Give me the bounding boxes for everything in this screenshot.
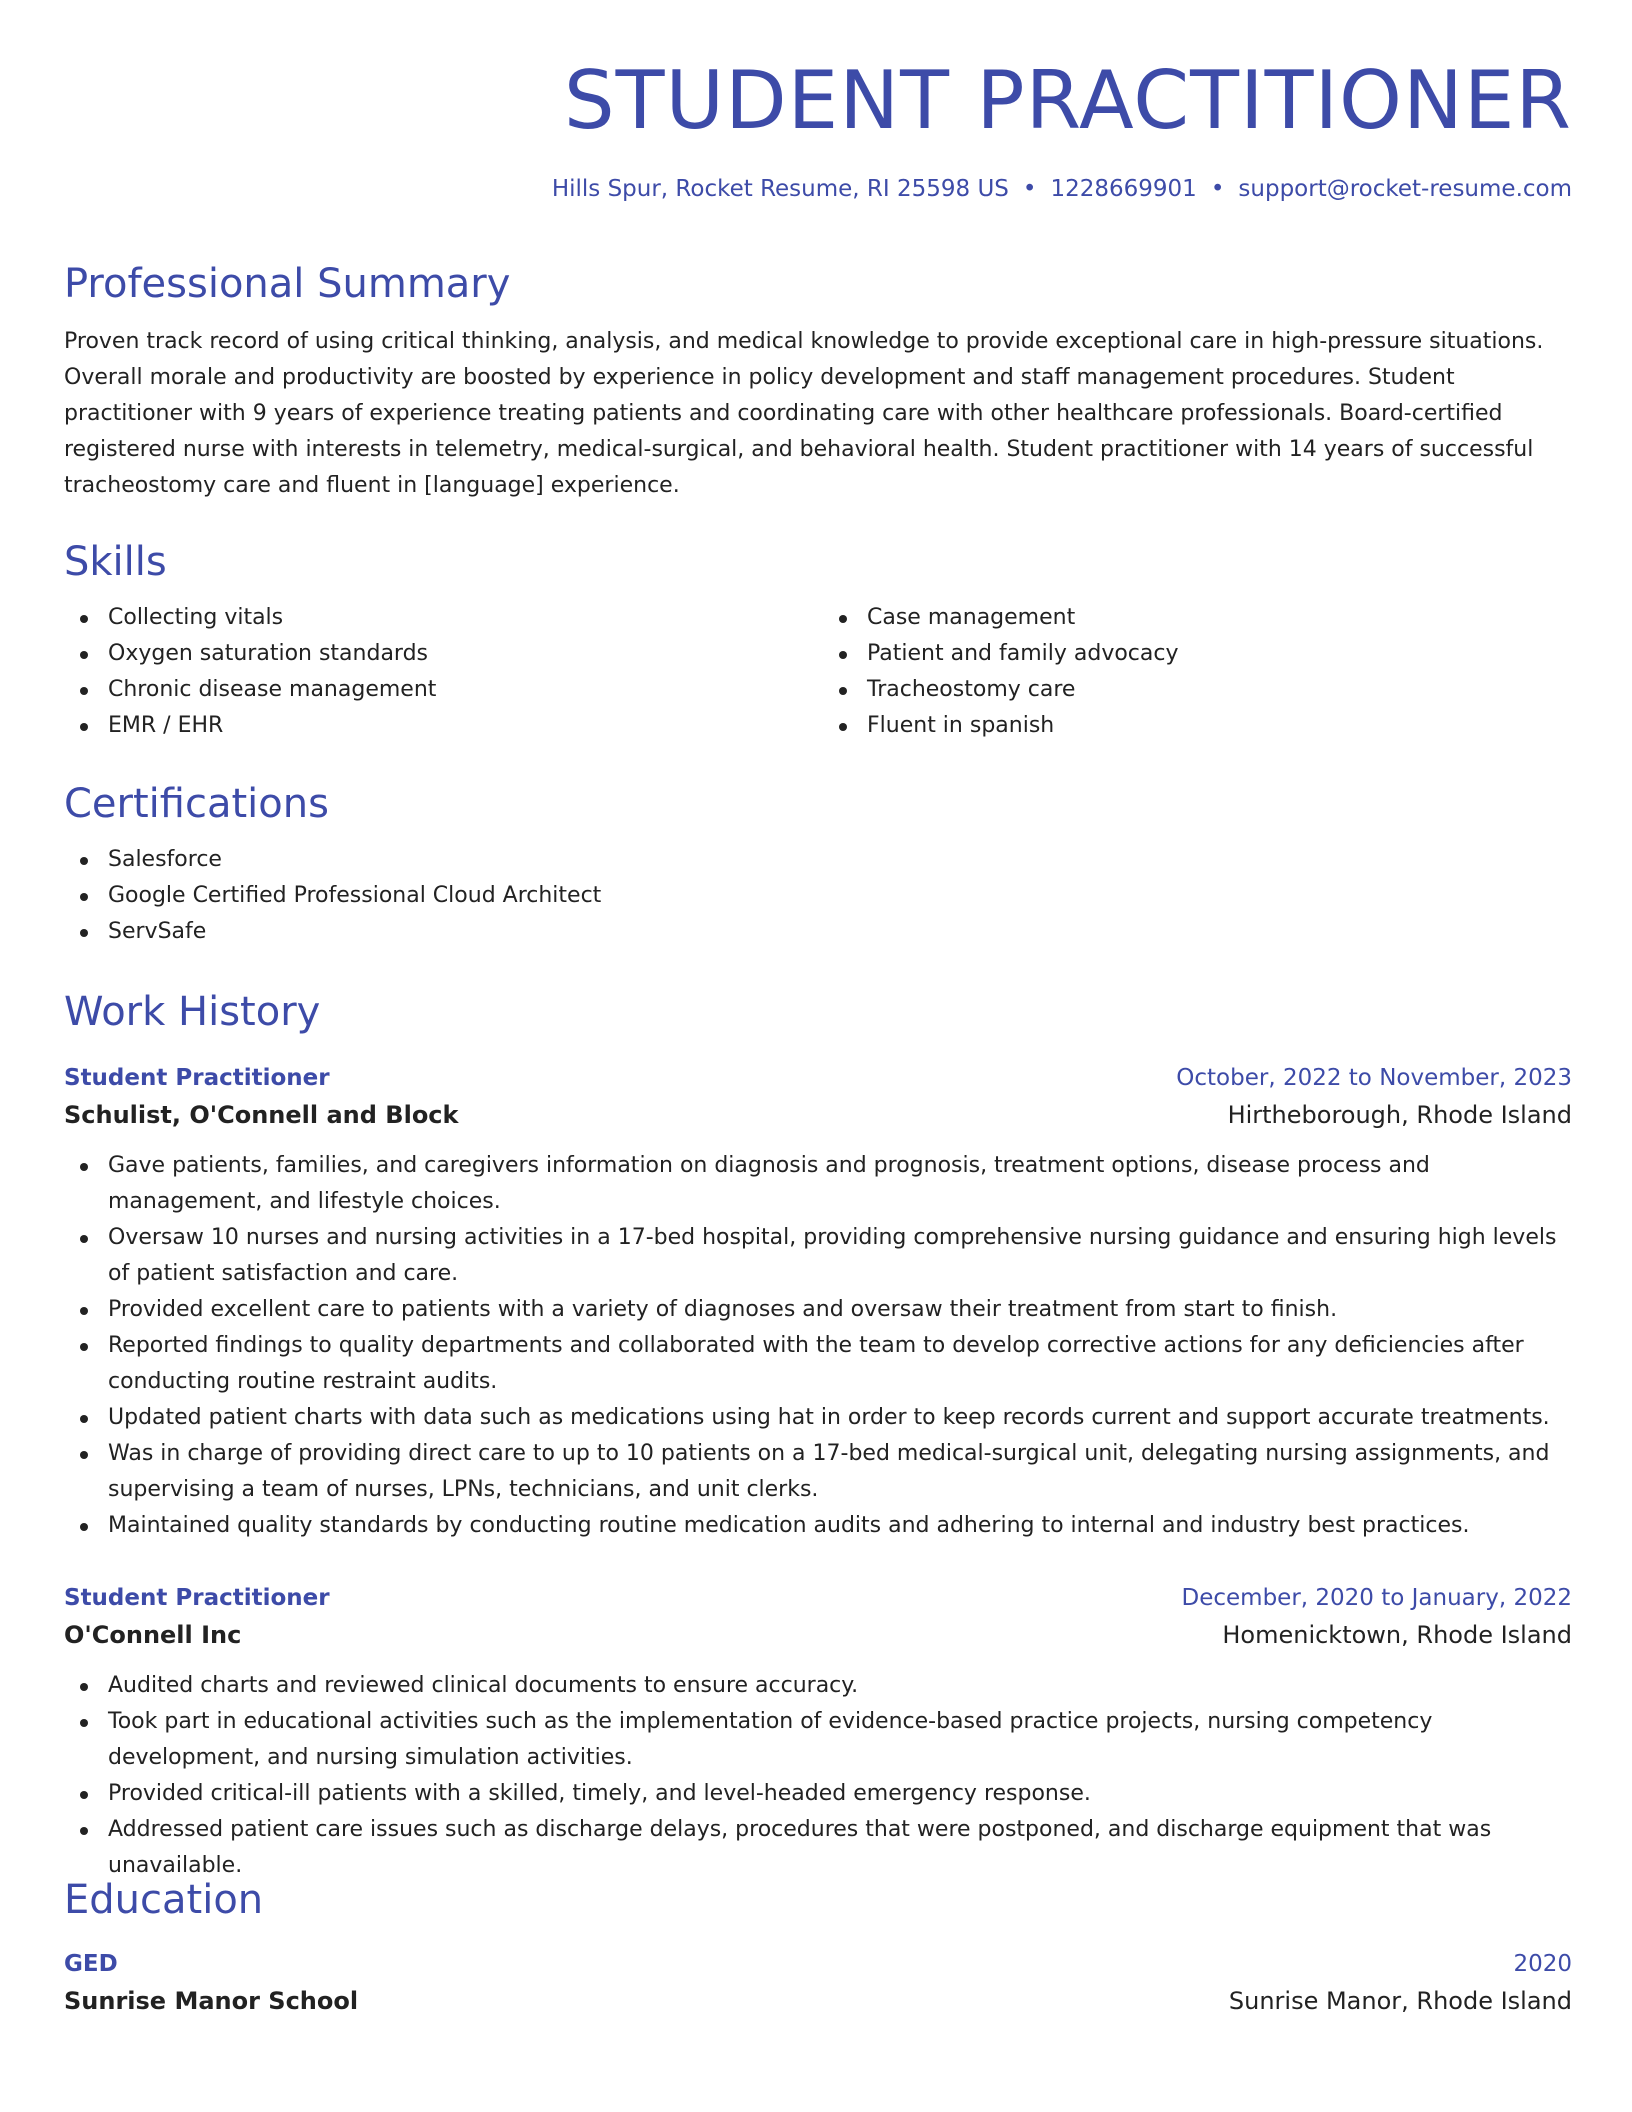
skill-item: Tracheostomy care bbox=[823, 672, 1572, 708]
certification-item: Salesforce bbox=[64, 842, 1572, 878]
separator-dot: • bbox=[1210, 176, 1225, 202]
job-entry bbox=[64, 1060, 1572, 1544]
job-bullet: Reported findings to quality departments and collaborated with the team to develop corrective actions for any deficiencies after conducting routine restraint audits. bbox=[64, 1328, 1572, 1400]
job-bullet: Updated patient charts with data such as medications using hat in order to keep records current and support accurate treatments. bbox=[64, 1400, 1572, 1436]
skill-item: Collecting vitals bbox=[64, 600, 813, 636]
separator-dot: • bbox=[1022, 176, 1037, 202]
skill-item: Oxygen saturation standards bbox=[64, 636, 813, 672]
certifications-section bbox=[64, 778, 1572, 950]
education-degree: GED bbox=[64, 1951, 118, 1977]
job-bullets bbox=[64, 1668, 1572, 1884]
contact-email[interactable]: support@rocket-resume.com bbox=[1238, 176, 1572, 202]
job-bullet: Gave patients, families, and caregivers information on diagnosis and prognosis, treatment options, disease process and management, and lifestyle choices. bbox=[64, 1148, 1572, 1220]
job-bullets bbox=[64, 1148, 1572, 1544]
job-bullet: Maintained quality standards by conducting routine medication audits and adhering to internal and industry best practices. bbox=[64, 1508, 1572, 1544]
certifications-list bbox=[64, 842, 1572, 950]
job-bullet: Provided critical-ill patients with a skilled, timely, and level-headed emergency response. bbox=[64, 1776, 1572, 1812]
job-dates: December, 2020 to January, 2022 bbox=[1181, 1585, 1572, 1611]
resume-header bbox=[64, 0, 1572, 204]
education-heading: Education bbox=[64, 1877, 264, 1923]
certification-item: Google Certified Professional Cloud Architect bbox=[64, 878, 1572, 914]
skill-item: Fluent in spanish bbox=[823, 708, 1572, 744]
education-section bbox=[64, 1874, 1572, 2020]
summary-heading: Professional Summary bbox=[64, 261, 511, 307]
work-history-section bbox=[64, 986, 1572, 1038]
skills-section bbox=[64, 536, 1572, 744]
certification-item: ServSafe bbox=[64, 914, 1572, 950]
skill-item: Case management bbox=[823, 600, 1572, 636]
skills-heading: Skills bbox=[64, 539, 167, 585]
job-bullet: Audited charts and reviewed clinical documents to ensure accuracy. bbox=[64, 1668, 1572, 1704]
candidate-name: STUDENT PRACTITIONER bbox=[563, 54, 1572, 147]
education-location: Sunrise Manor, Rhode Island bbox=[1228, 1987, 1572, 2015]
job-company: Schulist, O'Connell and Block bbox=[64, 1101, 459, 1129]
job-company-row bbox=[64, 1096, 1572, 1134]
job-company: O'Connell Inc bbox=[64, 1621, 242, 1649]
job-bullet: Oversaw 10 nurses and nursing activities in a 17-bed hospital, providing comprehensive nursing guidance and ensuring high levels of patient satisfaction and care. bbox=[64, 1220, 1572, 1292]
contact-line bbox=[64, 174, 1572, 204]
job-company-row bbox=[64, 1616, 1572, 1654]
summary-text: Proven track record of using critical thinking, analysis, and medical knowledge to provide exceptional care in high-pressure situations. Overall morale and productivity are boosted by experience in policy development and staff management procedures. Student practitioner with 9 years of experience treating patients and coordinating care with other healthcare professionals. Board-certified registered nurse with interests in telemetry, medical-surgical, and behavioral health. Student practitioner with 14 years of successful tracheostomy care and fluent in [language] experience. bbox=[64, 329, 1544, 498]
contact-address: Hills Spur, Rocket Resume, RI 25598 US bbox=[551, 176, 1009, 202]
skill-item: EMR / EHR bbox=[64, 708, 813, 744]
skills-right-list bbox=[813, 600, 1572, 744]
job-bullet: Addressed patient care issues such as discharge delays, procedures that were postponed, and discharge equipment that was unavailable. bbox=[64, 1812, 1572, 1884]
skills-left-list bbox=[64, 600, 813, 744]
education-year: 2020 bbox=[1513, 1951, 1572, 1977]
skills-columns bbox=[64, 600, 1572, 744]
job-header-row bbox=[64, 1060, 1572, 1096]
skill-item: Chronic disease management bbox=[64, 672, 813, 708]
certifications-heading: Certifications bbox=[64, 781, 329, 827]
work-history-heading: Work History bbox=[64, 989, 321, 1035]
education-school-row bbox=[64, 1982, 1572, 2020]
summary-section bbox=[64, 258, 1572, 504]
job-header-row bbox=[64, 1580, 1572, 1616]
job-dates: October, 2022 to November, 2023 bbox=[1176, 1065, 1572, 1091]
education-school: Sunrise Manor School bbox=[64, 1987, 359, 2015]
job-entry bbox=[64, 1580, 1572, 1884]
skill-item: Patient and family advocacy bbox=[823, 636, 1572, 672]
job-bullet: Took part in educational activities such as the implementation of evidence-based practice projects, nursing competency development, and nursing simulation activities. bbox=[64, 1704, 1572, 1776]
education-degree-row bbox=[64, 1946, 1572, 1982]
job-location: Hirtheborough, Rhode Island bbox=[1227, 1101, 1572, 1129]
job-location: Homenicktown, Rhode Island bbox=[1222, 1621, 1572, 1649]
job-title: Student Practitioner bbox=[64, 1065, 330, 1091]
contact-phone[interactable]: 1228669901 bbox=[1050, 176, 1197, 202]
job-bullet: Was in charge of providing direct care to up to 10 patients on a 17-bed medical-surgical unit, delegating nursing assignments, and supervising a team of nurses, LPNs, technicians, and unit clerks. bbox=[64, 1436, 1572, 1508]
job-bullet: Provided excellent care to patients with a variety of diagnoses and oversaw their treatment from start to finish. bbox=[64, 1292, 1572, 1328]
job-title: Student Practitioner bbox=[64, 1585, 330, 1611]
